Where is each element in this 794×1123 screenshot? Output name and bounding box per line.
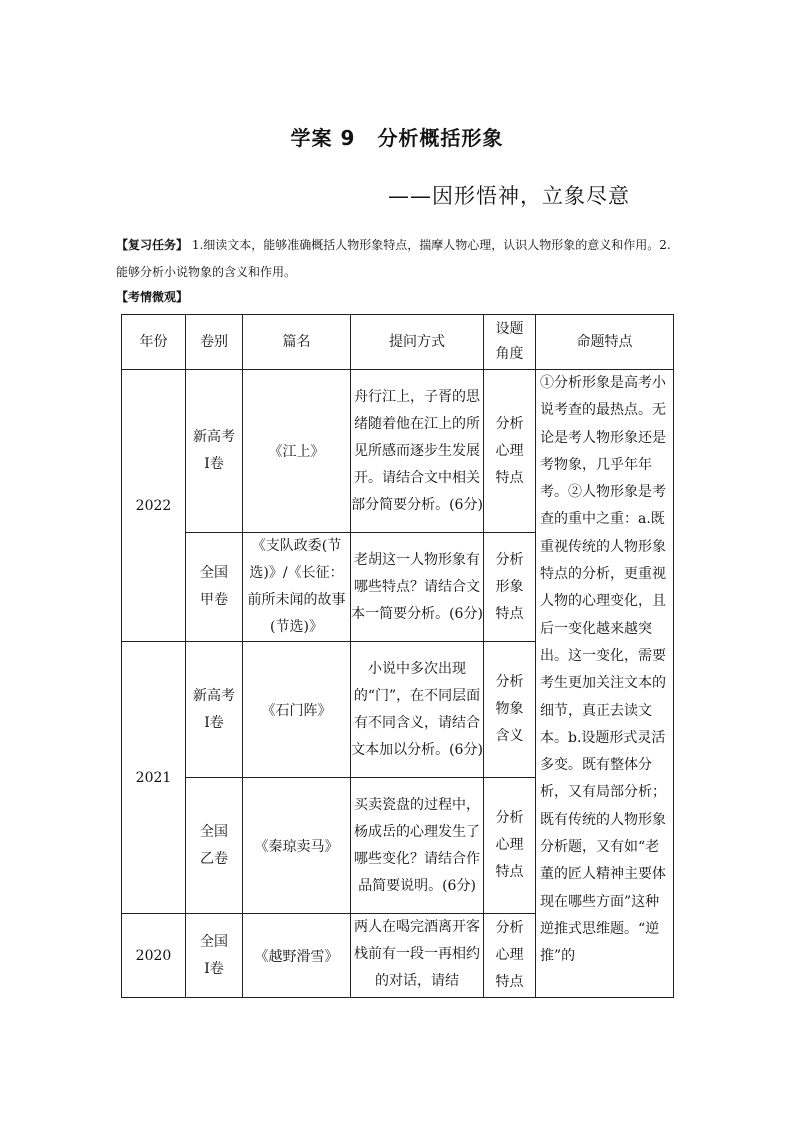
cell-angle-text: 分析心理特点: [495, 920, 524, 990]
cell-paper: [186, 914, 243, 998]
title-lesson-number: 学案 9: [290, 126, 356, 150]
table-header-row: [122, 315, 674, 370]
cell-question: 老胡这一人物形象有哪些特点？请结合文本一简要分析。(6分): [351, 533, 484, 642]
cell-angle: [484, 914, 536, 998]
page-subtitle: ——因形悟神，立象尽意: [388, 184, 630, 208]
title-topic: 分析概括形象: [377, 126, 504, 150]
cell-paper-text: 新高考Ⅰ卷: [193, 687, 235, 731]
cell-question: 两人在喝完酒离开客栈前有一段一再相约的对话，请结: [351, 914, 484, 998]
cell-paper-text: 新高考Ⅰ卷: [193, 429, 235, 472]
cell-paper: [186, 370, 243, 533]
review-tasks-label: 【复习任务】: [116, 238, 189, 252]
cell-paper-text: 全国乙卷: [200, 823, 228, 867]
cell-angle: [484, 370, 536, 533]
cell-question: 小说中多次出现的“门”，在不同层面有不同含义，请结合文本加以分析。(6分): [351, 642, 484, 778]
cell-paper: [186, 778, 243, 914]
cell-paper: [186, 642, 243, 778]
cell-angle-text: 分析物象含义: [495, 674, 524, 744]
cell-question: 买卖瓷盘的过程中，杨成岳的心理发生了哪些变化？请结合作品简要说明。(6分): [351, 778, 484, 914]
review-tasks: [116, 232, 681, 286]
header-paper: 卷别: [186, 315, 243, 370]
cell-angle-text: 分析心理特点: [495, 415, 524, 486]
header-question: 提问方式: [351, 315, 484, 370]
header-angle-text: 设题角度: [495, 321, 524, 362]
exam-overview-label: 【考情微观】: [116, 290, 189, 304]
header-angle: [484, 315, 536, 370]
cell-angle-text: 分析形象特点: [495, 551, 524, 622]
cell-question: 舟行江上，子胥的思绪随着他在江上的所见所感而逐步生发展开。请结合文中相关部分简要分析。(6分): [351, 370, 484, 533]
cell-title: 《秦琼卖马》: [243, 778, 351, 914]
cell-title: 《越野滑雪》: [243, 914, 351, 998]
cell-angle-text: 分析心理特点: [495, 810, 524, 880]
cell-title: 《江上》: [243, 370, 351, 533]
cell-angle: [484, 778, 536, 914]
cell-feature: ①分析形象是高考小说考查的最热点。无论是考人物形象还是考物象，几乎年年考。②人物形象是考查的重中之重：a.既重视传统的人物形象特点的分析，更重视人物的心理变化，且后一变化越来越突出。这一变化，需要考生更加关注文本的细节，真正去读文本。b.设题形式灵活多变。既有整体分析，又有局部分析；既有传统的人物形象分析题，又有如“老董的匠人精神主要体现在哪些方面”这种逆推式思维题。“逆推”的: [536, 370, 674, 998]
header-title: 篇名: [243, 315, 351, 370]
cell-angle: [484, 642, 536, 778]
cell-title: 《石门阵》: [243, 642, 351, 778]
cell-paper: [186, 533, 243, 642]
cell-year: 2021: [122, 642, 186, 914]
page-title: [0, 122, 794, 151]
cell-angle: [484, 533, 536, 642]
review-tasks-text: 1.细读文本，能够准确概括人物形象特点，揣摩人物心理，认识人物形象的意义和作用。2.能够分析小说物象的含义和作用。: [116, 238, 671, 279]
table-row: [122, 370, 674, 533]
cell-year: 2022: [122, 370, 186, 642]
cell-paper-text: 全国Ⅰ卷: [200, 933, 228, 977]
cell-paper-text: 全国甲卷: [200, 565, 228, 608]
header-feature: 命题特点: [536, 315, 674, 370]
cell-title: 《支队政委(节选)》/《长征：前所未闻的故事(节选)》: [243, 533, 351, 642]
header-year: 年份: [122, 315, 186, 370]
cell-year: 2020: [122, 914, 186, 998]
exam-table: [121, 314, 674, 998]
